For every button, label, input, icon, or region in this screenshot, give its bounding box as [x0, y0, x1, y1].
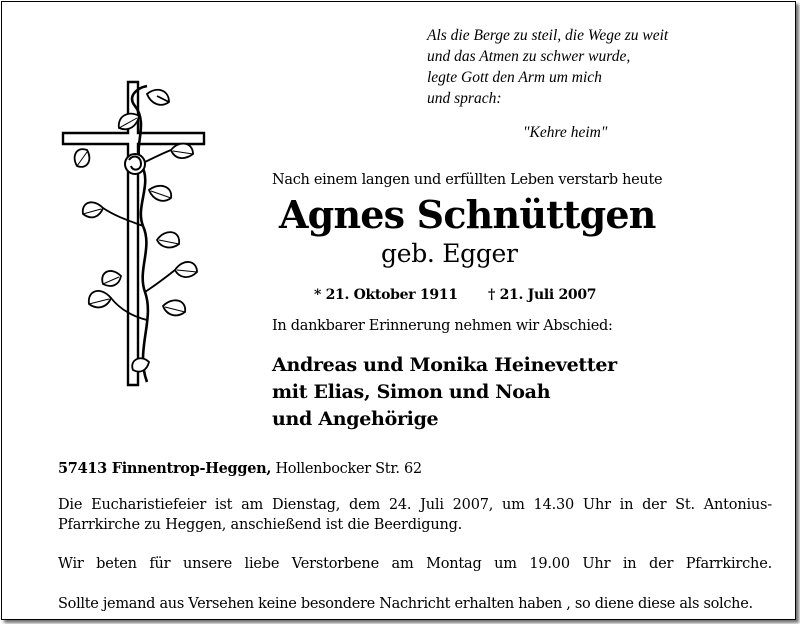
- intro-text: Nach einem langen und erfüllten Leben verstarb heute: [272, 172, 663, 188]
- notice-text: Sollte jemand aus Versehen keine besondere Nachricht erhalten haben , so diene diese als solche.: [58, 596, 753, 612]
- service-details: Die Eucharistiefeier ist am Dienstag, dem 24. Juli 2007, um 14.30 Uhr in der St. Antonius-Pfarrkirche zu Heggen, anschießend ist die Beerdigung.: [58, 497, 772, 533]
- mourners-list: [272, 352, 617, 433]
- mourner-line: mit Elias, Simon und Noah: [272, 381, 551, 403]
- poem-quote: "Kehre heim": [523, 124, 608, 141]
- address: [58, 460, 422, 477]
- maiden-name: geb. Egger: [381, 239, 518, 268]
- farewell-text: In dankbarer Erinnerung nehmen wir Abschied:: [272, 318, 613, 334]
- poem-line: und das Atmen zu schwer wurde,: [427, 48, 631, 65]
- cross-with-rose-icon: [57, 80, 217, 390]
- mourner-line: und Angehörige: [272, 408, 439, 430]
- prayer-details: Wir beten für unsere liebe Verstorbene am Montag um 19.00 Uhr in der Pfarrkirche.: [58, 556, 772, 572]
- birth-date: * 21. Oktober 1911: [314, 287, 458, 303]
- address-city: 57413 Finnentrop-Heggen,: [58, 460, 272, 477]
- poem: [427, 25, 668, 109]
- death-date: † 21. Juli 2007: [488, 287, 597, 303]
- poem-line: Als die Berge zu steil, die Wege zu weit: [427, 27, 669, 44]
- address-street: Hollenbocker Str. 62: [271, 461, 422, 477]
- mourner-line: Andreas und Monika Heinevetter: [272, 354, 617, 376]
- poem-line: legte Gott den Arm um mich: [427, 69, 602, 86]
- deceased-name: Agnes Schnüttgen: [279, 192, 656, 237]
- obituary-card: [1, 1, 796, 620]
- poem-line: und sprach:: [427, 90, 502, 107]
